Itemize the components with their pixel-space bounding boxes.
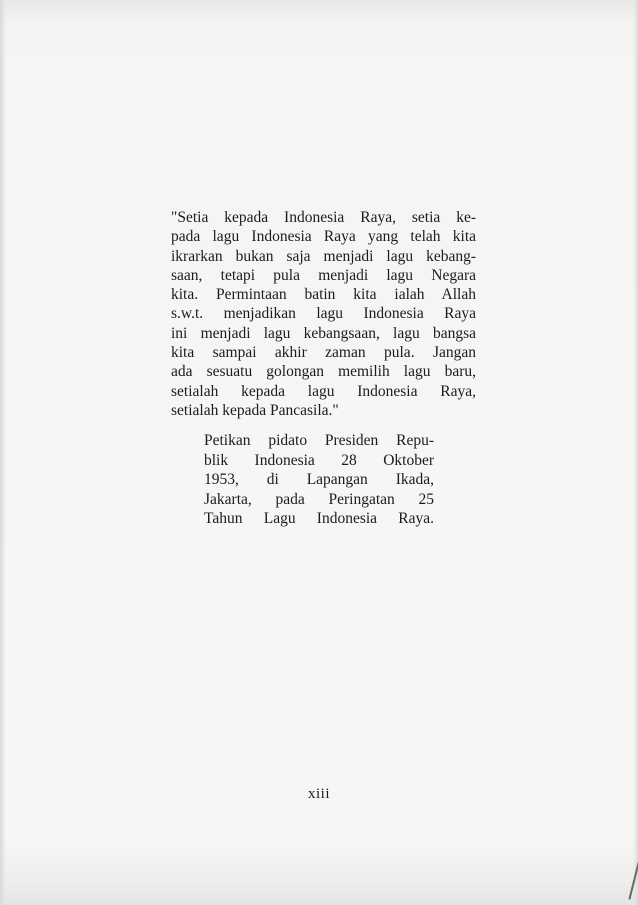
speech-quote [171,208,476,420]
quote-line: setialah kepada lagu Indonesia Raya, [171,382,476,400]
page-number: xiii [307,786,330,802]
quote-line: setialah kepada Pancasila." [171,401,339,419]
quote-line: s.w.t. menjadikan lagu Indonesia Raya [171,305,476,323]
source-line: Tahun Lagu Indonesia Raya. [204,510,434,528]
page-right-edge-shadow [633,0,638,905]
quote-line: kita sampai akhir zaman pula. Jangan [171,344,476,362]
source-line: blik Indonesia 28 Oktober [204,451,434,469]
quote-line: "Setia kepada Indonesia Raya, setia ke- [171,209,476,226]
source-line: Petikan pidato Presiden Repu- [204,432,434,449]
source-line: Jakarta, pada Peringatan 25 [204,490,434,508]
page-left-edge-shadow [0,0,6,905]
quote-line: ini menjadi lagu kebangsaan, lagu bangsa [171,324,476,342]
quote-line: kita. Permintaan batin kita ialah Allah [171,286,476,304]
quote-line: ikrarkan bukan saja menjadi lagu kebang- [171,247,476,265]
quote-line: pada lagu Indonesia Raya yang telah kita [171,228,476,246]
quote-line: saan, tetapi pula menjadi lagu Negara [171,266,476,284]
quote-source-attribution [204,431,434,529]
source-line: 1953, di Lapangan Ikada, [204,471,434,489]
quote-line: ada sesuatu golongan memilih lagu baru, [171,363,476,381]
